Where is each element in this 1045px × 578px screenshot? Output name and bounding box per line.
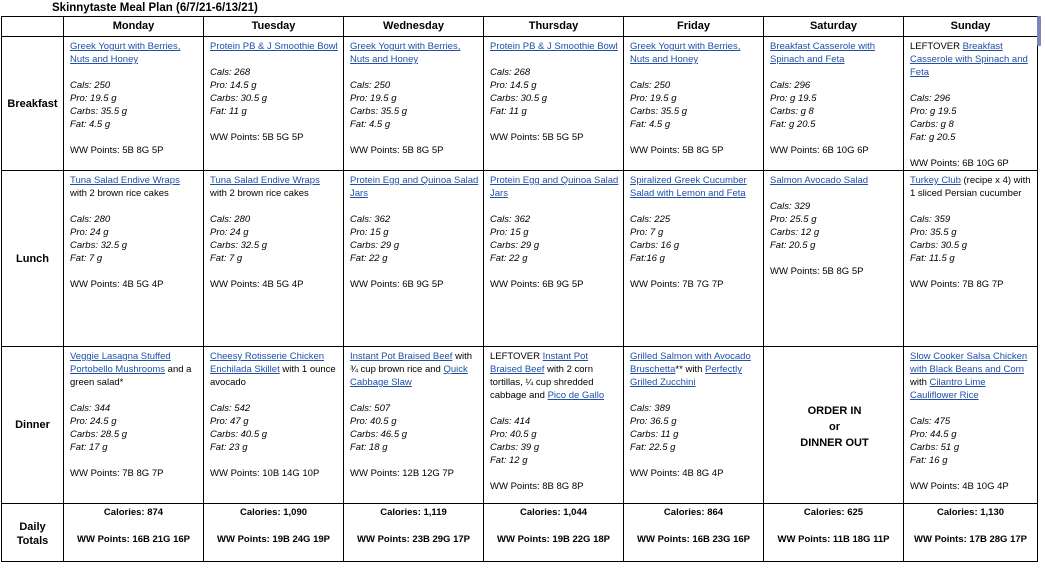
nutrition-block: [350, 213, 479, 265]
nutrition-block: [350, 402, 479, 454]
calories-value: Cals: 475: [910, 416, 951, 427]
lunch-cell: [344, 171, 484, 347]
fat-value: Fat: 22 g: [490, 253, 528, 264]
fat-value: Fat: 11.5 g: [910, 253, 955, 264]
calories-value: Cals: 268: [210, 67, 251, 78]
carbs-value: Carbs: 29 g: [350, 240, 400, 251]
protein-value: Pro: 19.5 g: [350, 93, 397, 104]
protein-value: Pro: 14.5 g: [490, 80, 537, 91]
recipe-link[interactable]: Breakfast Casserole with Spinach and Feta: [910, 41, 1028, 78]
row-label-dinner: Dinner: [2, 347, 64, 504]
breakfast-cell: [484, 37, 624, 171]
fat-value: Fat: g 20.5: [770, 119, 816, 130]
meal-description: [210, 174, 339, 200]
fat-value: Fat: 4.5 g: [350, 119, 391, 130]
protein-value: Pro: 36.5 g: [630, 416, 677, 427]
nutrition-block: [70, 402, 199, 454]
ww-points: WW Points: 6B 10G 6P: [770, 145, 869, 156]
daily-total-cell: [624, 504, 764, 562]
meal-suffix: with ¾ cup brown rice and: [350, 351, 472, 375]
nutrition-block: [70, 79, 199, 131]
meal-prefix: LEFTOVER: [910, 41, 963, 52]
nutrition-block: [910, 415, 1033, 467]
meal-plan-table: [1, 16, 1038, 562]
protein-value: Pro: 24 g: [70, 227, 109, 238]
fat-value: Fat: 16 g: [910, 455, 948, 466]
day-header: Friday: [624, 17, 764, 37]
lunch-cell: [904, 171, 1038, 347]
calories-value: Cals: 268: [490, 67, 531, 78]
dinner-cell: [204, 347, 344, 504]
breakfast-cell: [344, 37, 484, 171]
meal-description: [350, 174, 479, 200]
meal-description: [910, 350, 1033, 402]
breakfast-cell: [764, 37, 904, 171]
day-header: Tuesday: [204, 17, 344, 37]
daily-total-cell: [64, 504, 204, 562]
ww-points: WW Points: 4B 8G 4P: [630, 468, 724, 479]
nutrition-block: [910, 92, 1033, 144]
ww-points: WW Points: 4B 5G 4P: [70, 279, 164, 290]
recipe-link[interactable]: Instant Pot Braised Beef: [350, 351, 453, 362]
ww-points: WW Points: 5B 5G 5P: [490, 132, 584, 143]
daily-ww-points: WW Points: 16B 21G 16P: [77, 534, 190, 545]
recipe-link[interactable]: Pico de Gallo: [547, 390, 605, 401]
recipe-link[interactable]: Breakfast Casserole with Spinach and Feta: [770, 41, 876, 65]
meal-description: [70, 40, 199, 66]
daily-calories: Calories: 1,044: [519, 507, 588, 518]
fat-value: Fat: 11 g: [490, 106, 527, 117]
carbs-value: Carbs: 35.5 g: [70, 106, 128, 117]
meal-suffix: and a green salad*: [70, 364, 192, 388]
ww-points: WW Points: 6B 9G 5P: [350, 279, 444, 290]
ww-points: WW Points: 6B 10G 6P: [910, 158, 1009, 169]
calories-value: Cals: 296: [910, 93, 951, 104]
meal-description: [630, 40, 759, 66]
nutrition-block: [910, 213, 1033, 265]
dinner-row: [2, 347, 1038, 504]
row-label-totals: [2, 504, 64, 562]
recipe-link[interactable]: Protein Egg and Quinoa Salad Jars: [490, 175, 619, 199]
protein-value: Pro: 7 g: [630, 227, 664, 238]
protein-value: Pro: 24.5 g: [70, 416, 117, 427]
recipe-link[interactable]: Spiralized Greek Cucumber Salad with Lemon and Feta: [630, 175, 747, 199]
meal-description: [350, 40, 479, 66]
recipe-link[interactable]: Greek Yogurt with Berries, Nuts and Honey: [350, 41, 461, 65]
ww-points: WW Points: 5B 8G 5P: [770, 266, 864, 277]
fat-value: Fat: 12 g: [490, 455, 528, 466]
calories-value: Cals: 389: [630, 403, 671, 414]
totals-label-line2: Totals: [16, 534, 49, 547]
recipe-link[interactable]: Slow Cooker Salsa Chicken with Black Beans and Corn: [910, 351, 1028, 375]
nutrition-block: [210, 66, 339, 118]
meal-suffix: with 2 brown rice cakes: [70, 188, 169, 199]
recipe-link[interactable]: Protein PB & J Smoothie Bowl: [210, 41, 338, 52]
nutrition-block: [630, 79, 759, 131]
meal-description: [490, 40, 619, 53]
carbs-value: Carbs: 16 g: [630, 240, 680, 251]
daily-total-cell: [764, 504, 904, 562]
daily-ww-points: WW Points: 16B 23G 16P: [637, 534, 750, 545]
carbs-value: Carbs: 46.5 g: [350, 429, 408, 440]
calories-value: Cals: 280: [210, 214, 251, 225]
calories-value: Cals: 329: [770, 201, 811, 212]
lunch-cell: [484, 171, 624, 347]
calories-value: Cals: 296: [770, 80, 811, 91]
dinner-cell: [904, 347, 1038, 504]
recipe-link[interactable]: Turkey Club: [910, 175, 961, 186]
protein-value: Pro: g 19.5: [770, 93, 817, 104]
lunch-cell: [204, 171, 344, 347]
order-in-line: ORDER IN: [807, 404, 862, 417]
document-title: Skinnytaste Meal Plan (6/7/21-6/13/21): [52, 2, 258, 14]
breakfast-cell: [204, 37, 344, 171]
meal-description: [70, 174, 199, 200]
totals-label-line1: Daily: [19, 520, 46, 533]
meal-suffix: with: [910, 377, 930, 388]
daily-ww-points: WW Points: 17B 28G 17P: [914, 534, 1027, 545]
daily-total-cell: [344, 504, 484, 562]
carbs-value: Carbs: 30.5 g: [910, 240, 968, 251]
protein-value: Pro: 19.5 g: [630, 93, 677, 104]
fat-value: Fat: 11 g: [210, 106, 247, 117]
recipe-link[interactable]: Salmon Avocado Salad: [770, 175, 869, 186]
daily-calories: Calories: 1,119: [380, 507, 447, 518]
ww-points: WW Points: 4B 10G 4P: [910, 481, 1009, 492]
recipe-link[interactable]: Tuna Salad Endive Wraps: [70, 175, 180, 186]
protein-value: Pro: 40.5 g: [350, 416, 397, 427]
ww-points: WW Points: 7B 8G 7P: [70, 468, 164, 479]
protein-value: Pro: 25.5 g: [770, 214, 817, 225]
meal-description: [350, 350, 479, 389]
calories-value: Cals: 344: [70, 403, 111, 414]
calories-value: Cals: 250: [630, 80, 671, 91]
breakfast-row: [2, 37, 1038, 171]
calories-value: Cals: 280: [70, 214, 111, 225]
meal-suffix: with 2 corn tortillas, ¼ cup shredded cabbage and: [490, 364, 594, 401]
corner-cell: [2, 17, 64, 37]
dinner-cell: [624, 347, 764, 504]
meal-description: [770, 174, 899, 187]
daily-ww-points: WW Points: 19B 24G 19P: [217, 534, 330, 545]
header-row: [2, 17, 1038, 37]
day-header: Monday: [64, 17, 204, 37]
row-label-lunch: Lunch: [2, 171, 64, 347]
lunch-cell: [64, 171, 204, 347]
ww-points: WW Points: 4B 5G 4P: [210, 279, 304, 290]
recipe-link[interactable]: Protein PB & J Smoothie Bowl: [490, 41, 618, 52]
meal-description: [70, 350, 199, 389]
daily-ww-points: WW Points: 19B 22G 18P: [497, 534, 610, 545]
daily-total-cell: [904, 504, 1038, 562]
ww-points: WW Points: 6B 9G 5P: [490, 279, 584, 290]
calories-value: Cals: 362: [350, 214, 391, 225]
protein-value: Pro: 47 g: [210, 416, 249, 427]
recipe-link[interactable]: Protein Egg and Quinoa Salad Jars: [350, 175, 479, 199]
protein-value: Pro: 15 g: [350, 227, 389, 238]
protein-value: Pro: 35.5 g: [910, 227, 957, 238]
dinner-cell: [484, 347, 624, 504]
ww-points: WW Points: 5B 5G 5P: [210, 132, 304, 143]
carbs-value: Carbs: 30.5 g: [210, 93, 268, 104]
meal-suffix: ** with: [675, 364, 705, 375]
calories-value: Cals: 507: [350, 403, 391, 414]
breakfast-cell: [904, 37, 1038, 171]
fat-value: Fat:16 g: [630, 253, 665, 264]
protein-value: Pro: g 19.5: [910, 106, 957, 117]
recipe-link[interactable]: Grilled Salmon with Avocado Bruschetta: [630, 351, 751, 375]
nutrition-block: [210, 402, 339, 454]
calories-value: Cals: 542: [210, 403, 251, 414]
calories-value: Cals: 225: [630, 214, 671, 225]
meal-description: [910, 174, 1033, 200]
recipe-link[interactable]: Greek Yogurt with Berries, Nuts and Honey: [70, 41, 181, 65]
meal-suffix: with 2 brown rice cakes: [210, 188, 309, 199]
meal-description: [910, 40, 1033, 79]
daily-ww-points: WW Points: 11B 18G 11P: [777, 534, 890, 545]
lunch-cell: [764, 171, 904, 347]
fat-value: Fat: 23 g: [210, 442, 248, 453]
calories-value: Cals: 250: [350, 80, 391, 91]
day-header: Thursday: [484, 17, 624, 37]
carbs-value: Carbs: 12 g: [770, 227, 820, 238]
meal-suffix: with 1 ounce avocado: [210, 364, 336, 388]
order-in-line: DINNER OUT: [800, 436, 869, 449]
recipe-link[interactable]: Veggie Lasagna Stuffed Portobello Mushrooms: [70, 351, 171, 375]
meal-suffix: (recipe x 4) with 1 sliced Persian cucumber: [910, 175, 1031, 199]
nutrition-block: [770, 200, 899, 252]
fat-value: Fat: g 20.5: [910, 132, 956, 143]
fat-value: Fat: 22 g: [350, 253, 388, 264]
breakfast-cell: [624, 37, 764, 171]
nutrition-block: [490, 213, 619, 265]
carbs-value: Carbs: 40.5 g: [210, 429, 268, 440]
nutrition-block: [490, 415, 619, 467]
daily-total-cell: [204, 504, 344, 562]
carbs-value: Carbs: 11 g: [630, 429, 679, 440]
fat-value: Fat: 20.5 g: [770, 240, 816, 251]
protein-value: Pro: 19.5 g: [70, 93, 117, 104]
recipe-link[interactable]: Greek Yogurt with Berries, Nuts and Honey: [630, 41, 741, 65]
lunch-row: [2, 171, 1038, 347]
ww-points: WW Points: 5B 8G 5P: [630, 145, 724, 156]
carbs-value: Carbs: 32.5 g: [70, 240, 128, 251]
fat-value: Fat: 4.5 g: [70, 119, 111, 130]
daily-total-cell: [484, 504, 624, 562]
daily-calories: Calories: 864: [663, 507, 724, 518]
calories-value: Cals: 359: [910, 214, 951, 225]
ww-points: WW Points: 10B 14G 10P: [210, 468, 320, 479]
fat-value: Fat: 7 g: [70, 253, 103, 264]
ww-points: WW Points: 5B 8G 5P: [350, 145, 444, 156]
carbs-value: Carbs: 35.5 g: [630, 106, 688, 117]
nutrition-block: [70, 213, 199, 265]
carbs-value: Carbs: 39 g: [490, 442, 540, 453]
recipe-link[interactable]: Cilantro Lime Cauliflower Rice: [910, 377, 986, 401]
breakfast-cell: [64, 37, 204, 171]
calories-value: Cals: 414: [490, 416, 531, 427]
calories-value: Cals: 250: [70, 80, 111, 91]
daily-ww-points: WW Points: 23B 29G 17P: [357, 534, 470, 545]
nutrition-block: [350, 79, 479, 131]
row-label-breakfast: Breakfast: [2, 37, 64, 171]
daily-calories: Calories: 874: [103, 507, 164, 518]
recipe-link[interactable]: Instant Pot Braised Beef: [490, 351, 589, 375]
protein-value: Pro: 44.5 g: [910, 429, 957, 440]
fat-value: Fat: 18 g: [350, 442, 388, 453]
meal-description: [630, 174, 759, 200]
nutrition-block: [210, 213, 339, 265]
dinner-cell: [64, 347, 204, 504]
recipe-link[interactable]: Cheesy Rotisserie Chicken Enchilada Skillet: [210, 351, 325, 375]
nutrition-block: [770, 79, 899, 131]
recipe-link[interactable]: Quick Cabbage Slaw: [350, 364, 468, 388]
meal-description: [210, 350, 339, 389]
meal-description: [490, 350, 619, 402]
daily-calories: Calories: 1,130: [936, 507, 1005, 518]
carbs-value: Carbs: g 8: [910, 119, 954, 130]
fat-value: Fat: 7 g: [210, 253, 243, 264]
dinner-cell: [344, 347, 484, 504]
fat-value: Fat: 17 g: [70, 442, 108, 453]
lunch-cell: [624, 171, 764, 347]
fat-value: Fat: 4.5 g: [630, 119, 671, 130]
vertical-scrollbar[interactable]: [1037, 16, 1041, 46]
carbs-value: Carbs: 51 g: [910, 442, 960, 453]
meal-description: [210, 40, 339, 53]
nutrition-block: [490, 66, 619, 118]
daily-calories: Calories: 1,090: [239, 507, 308, 518]
totals-row: [2, 504, 1038, 562]
carbs-value: Carbs: 32.5 g: [210, 240, 268, 251]
day-header: Wednesday: [344, 17, 484, 37]
fat-value: Fat: 22.5 g: [630, 442, 676, 453]
day-header: Saturday: [764, 17, 904, 37]
ww-points: WW Points: 7B 8G 7P: [910, 279, 1004, 290]
protein-value: Pro: 24 g: [210, 227, 249, 238]
dinner-cell: [764, 347, 904, 504]
meal-prefix: LEFTOVER: [490, 351, 543, 362]
nutrition-block: [630, 213, 759, 265]
protein-value: Pro: 40.5 g: [490, 429, 537, 440]
ww-points: WW Points: 7B 7G 7P: [630, 279, 724, 290]
nutrition-block: [630, 402, 759, 454]
calories-value: Cals: 362: [490, 214, 531, 225]
carbs-value: Carbs: 30.5 g: [490, 93, 548, 104]
recipe-link[interactable]: Perfectly Grilled Zucchini: [630, 364, 742, 388]
carbs-value: Carbs: 35.5 g: [350, 106, 408, 117]
protein-value: Pro: 15 g: [490, 227, 529, 238]
meal-description: [490, 174, 619, 200]
daily-calories: Calories: 625: [803, 507, 864, 518]
ww-points: WW Points: 8B 8G 8P: [490, 481, 584, 492]
order-in-line: or: [829, 420, 840, 433]
protein-value: Pro: 14.5 g: [210, 80, 257, 91]
ww-points: WW Points: 12B 12G 7P: [350, 468, 455, 479]
recipe-link[interactable]: Tuna Salad Endive Wraps: [210, 175, 320, 186]
meal-description: [630, 350, 759, 389]
carbs-value: Carbs: 29 g: [490, 240, 540, 251]
day-header: Sunday: [904, 17, 1038, 37]
carbs-value: Carbs: 28.5 g: [70, 429, 128, 440]
meal-description: [770, 40, 899, 66]
ww-points: WW Points: 5B 8G 5P: [70, 145, 164, 156]
carbs-value: Carbs: g 8: [770, 106, 814, 117]
